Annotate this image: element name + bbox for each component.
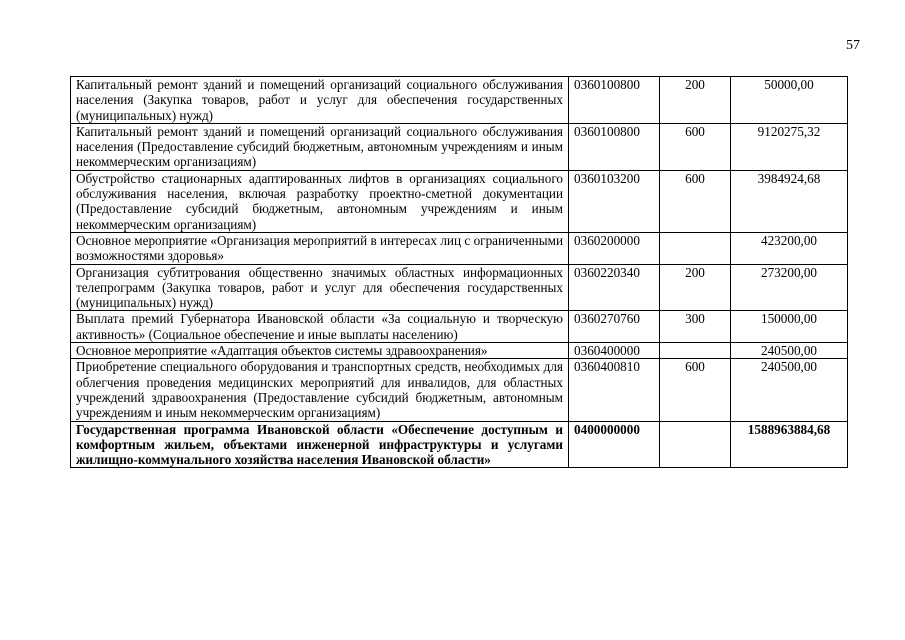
amount: 423200,00 [731,232,848,264]
page-number: 57 [846,38,860,53]
expense-type: 200 [660,77,731,124]
table-row [71,359,848,421]
expense-type: 200 [660,264,731,311]
item-name: Капитальный ремонт зданий и помещений организаций социального обслуживания населения (Закупка товаров, работ и услуг для обеспечения государственных (муниципальных) нужд) [71,77,569,124]
item-name: Выплата премий Губернатора Ивановской области «За социальную и творческую активность» (Социальное обеспечение и иные выплаты населению) [71,311,569,343]
target-code: 0360400810 [569,359,660,421]
expense-type [660,421,731,468]
table-row [71,311,848,343]
item-name: Обустройство стационарных адаптированных лифтов в организациях социального обслуживания населения, включая разработку проектно-сметной документации (Предоставление субсидий бюджетным, автономным учреждениям и иным некоммерческим организациям) [71,170,569,232]
amount: 1588963884,68 [731,421,848,468]
item-name: Государственная программа Ивановской области «Обеспечение доступным и комфортным жильем, объектами инженерной инфраструктуры и услугами жилищно-коммунального хозяйства населения Ивановской области» [71,421,569,468]
amount: 240500,00 [731,359,848,421]
table-row [71,123,848,170]
table-row [71,343,848,359]
target-code: 0360103200 [569,170,660,232]
expense-type [660,343,731,359]
item-name: Капитальный ремонт зданий и помещений организаций социального обслуживания населения (Предоставление субсидий бюджетным, автономным учреждениям и иным некоммерческим организациям) [71,123,569,170]
table-row [71,264,848,311]
expense-type: 300 [660,311,731,343]
expense-type: 600 [660,359,731,421]
amount: 3984924,68 [731,170,848,232]
table-row [71,77,848,124]
budget-table-body [71,77,848,468]
table-row [71,170,848,232]
target-code: 0360400000 [569,343,660,359]
target-code: 0360220340 [569,264,660,311]
target-code: 0400000000 [569,421,660,468]
target-code: 0360200000 [569,232,660,264]
target-code: 0360270760 [569,311,660,343]
amount: 150000,00 [731,311,848,343]
table-row [71,232,848,264]
target-code: 0360100800 [569,77,660,124]
expense-type: 600 [660,123,731,170]
amount: 50000,00 [731,77,848,124]
table-row-program-total [71,421,848,468]
amount: 240500,00 [731,343,848,359]
item-name: Организация субтитрования общественно значимых областных информационных телепрограмм (Закупка товаров, работ и услуг для обеспечения государственных (муниципальных) нужд) [71,264,569,311]
item-name: Приобретение специального оборудования и транспортных средств, необходимых для облегчения проведения медицинских мероприятий для инвалидов, для областных учреждений здравоохранения (Предоставление субсидий бюджетным, автономным учреждениям и иным некоммерческим организациям) [71,359,569,421]
target-code: 0360100800 [569,123,660,170]
item-name: Основное мероприятие «Адаптация объектов системы здравоохранения» [71,343,569,359]
amount: 273200,00 [731,264,848,311]
item-name: Основное мероприятие «Организация мероприятий в интересах лиц с ограниченными возможностями здоровья» [71,232,569,264]
amount: 9120275,32 [731,123,848,170]
budget-table [70,76,848,468]
expense-type: 600 [660,170,731,232]
expense-type [660,232,731,264]
